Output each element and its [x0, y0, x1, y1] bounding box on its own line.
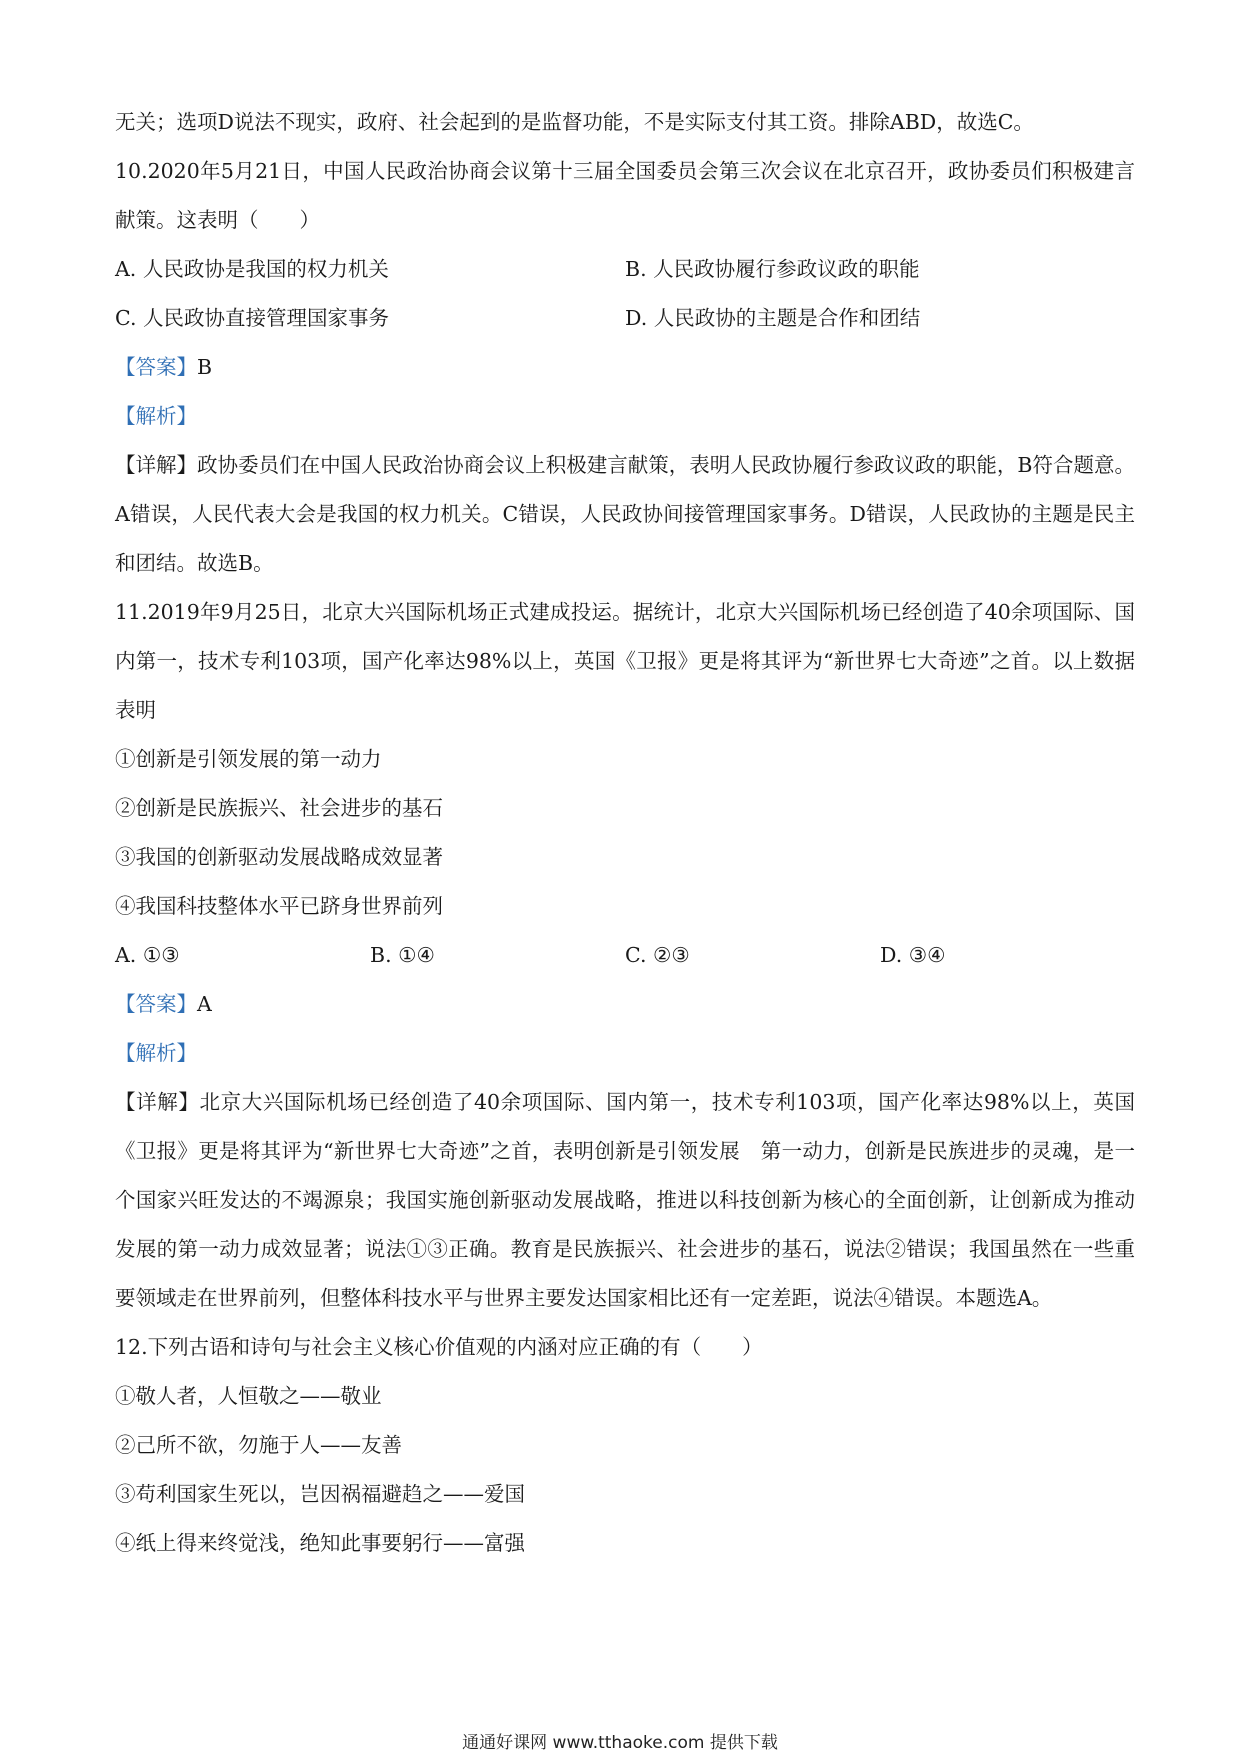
q9-tail-text: 无关；选项D说法不现实，政府、社会起到的是监督功能，不是实际支付其工资。排除ABD，故选C。 [115, 110, 1034, 134]
q10-detail [115, 441, 1135, 588]
q11-answer-tag: 【答案】 [115, 992, 197, 1016]
q11-option-a: A. ①③ [115, 943, 180, 967]
q12-item-3: ③苟利国家生死以，岂因祸福避趋之——爱国 [115, 1482, 525, 1506]
q10-option-a: A. 人民政协是我国的权力机关 [115, 257, 389, 281]
q11-options-row [115, 931, 1135, 980]
q10-answer-line [115, 343, 1135, 392]
q10-option-c: C. 人民政协直接管理国家事务 [115, 306, 389, 330]
q10-option-b: B. 人民政协履行参政议政的职能 [625, 257, 920, 281]
q10-options-row-1 [115, 245, 1135, 294]
q10-option-d: D. 人民政协的主题是合作和团结 [625, 306, 921, 330]
q10-answer-value: B [197, 355, 213, 379]
q11-answer-value: A [197, 992, 212, 1016]
q12-item-2: ②己所不欲，勿施于人——友善 [115, 1433, 402, 1457]
page-footer: 通通好课网 www.tthaoke.com 提供下载 [462, 1733, 778, 1753]
q11-answer-line [115, 980, 1135, 1029]
q12-stem: 12.下列古语和诗句与社会主义核心价值观的内涵对应正确的有（ ） [115, 1335, 763, 1359]
q12-item-4: ④纸上得来终觉浅，绝知此事要躬行——富强 [115, 1531, 525, 1555]
q11-item-3: ③我国的创新驱动发展战略成效显著 [115, 845, 443, 869]
q10-analysis-tag: 【解析】 [115, 404, 197, 428]
q11-option-c: C. ②③ [625, 943, 690, 967]
q11-analysis-line [115, 1029, 1135, 1078]
q11-detail [115, 1078, 1135, 1323]
q11-analysis-tag: 【解析】 [115, 1041, 197, 1065]
q12-item-1: ①敬人者，人恒敬之——敬业 [115, 1384, 382, 1408]
q10-stem: 10.2020年5月21日，中国人民政治协商会议第十三届全国委员会第三次会议在北京召开，政协委员们积极建言献策。这表明（ ） [115, 159, 1135, 232]
document-page [115, 98, 1135, 1568]
q11-item-2: ②创新是民族振兴、社会进步的基石 [115, 796, 443, 820]
q11-item-4: ④我国科技整体水平已跻身世界前列 [115, 894, 443, 918]
q10-detail-text: 政协委员们在中国人民政治协商会议上积极建言献策，表明人民政协履行参政议政的职能，B符合题意。A错误，人民代表大会是我国的权力机关。C错误，人民政协间接管理国家事务。D错误，人民政协的主题是民主和团结。故选B。 [115, 453, 1136, 575]
q11-detail-tag: 【详解】 [115, 1090, 200, 1114]
q10-detail-tag: 【详解】 [115, 453, 198, 477]
q11-option-d: D. ③④ [880, 943, 946, 967]
q10-options-row-2 [115, 294, 1135, 343]
q11-detail-text: 北京大兴国际机场已经创造了40余项国际、国内第一，技术专利103项，国产化率达98%以上，英国《卫报》更是将其评为“新世界七大奇迹”之首，表明创新是引领发展 第一动力，创新是民族进步的灵魂，是一个国家兴旺发达的不竭源泉；我国实施创新驱动发展战略，推进以科技创新为核心的全面创新，让创新成为推动发展的第一动力成效显著；说法①③正确。教育是民族振兴、社会进步的基石，说法②错误；我国虽然在一些重要领域走在世界前列，但整体科技水平与世界主要发达国家相比还有一定差距，说法④错误。本题选A。 [115, 1090, 1135, 1310]
q11-stem: 11.2019年9月25日，北京大兴国际机场正式建成投运。据统计，北京大兴国际机场已经创造了40余项国际、国内第一，技术专利103项，国产化率达98%以上，英国《卫报》更是将其评为“新世界七大奇迹”之首。以上数据表明 [115, 600, 1135, 722]
q11-item-1: ①创新是引领发展的第一动力 [115, 747, 382, 771]
q10-analysis-line [115, 392, 1135, 441]
q11-option-b: B. ①④ [370, 943, 435, 967]
q10-answer-tag: 【答案】 [115, 355, 197, 379]
